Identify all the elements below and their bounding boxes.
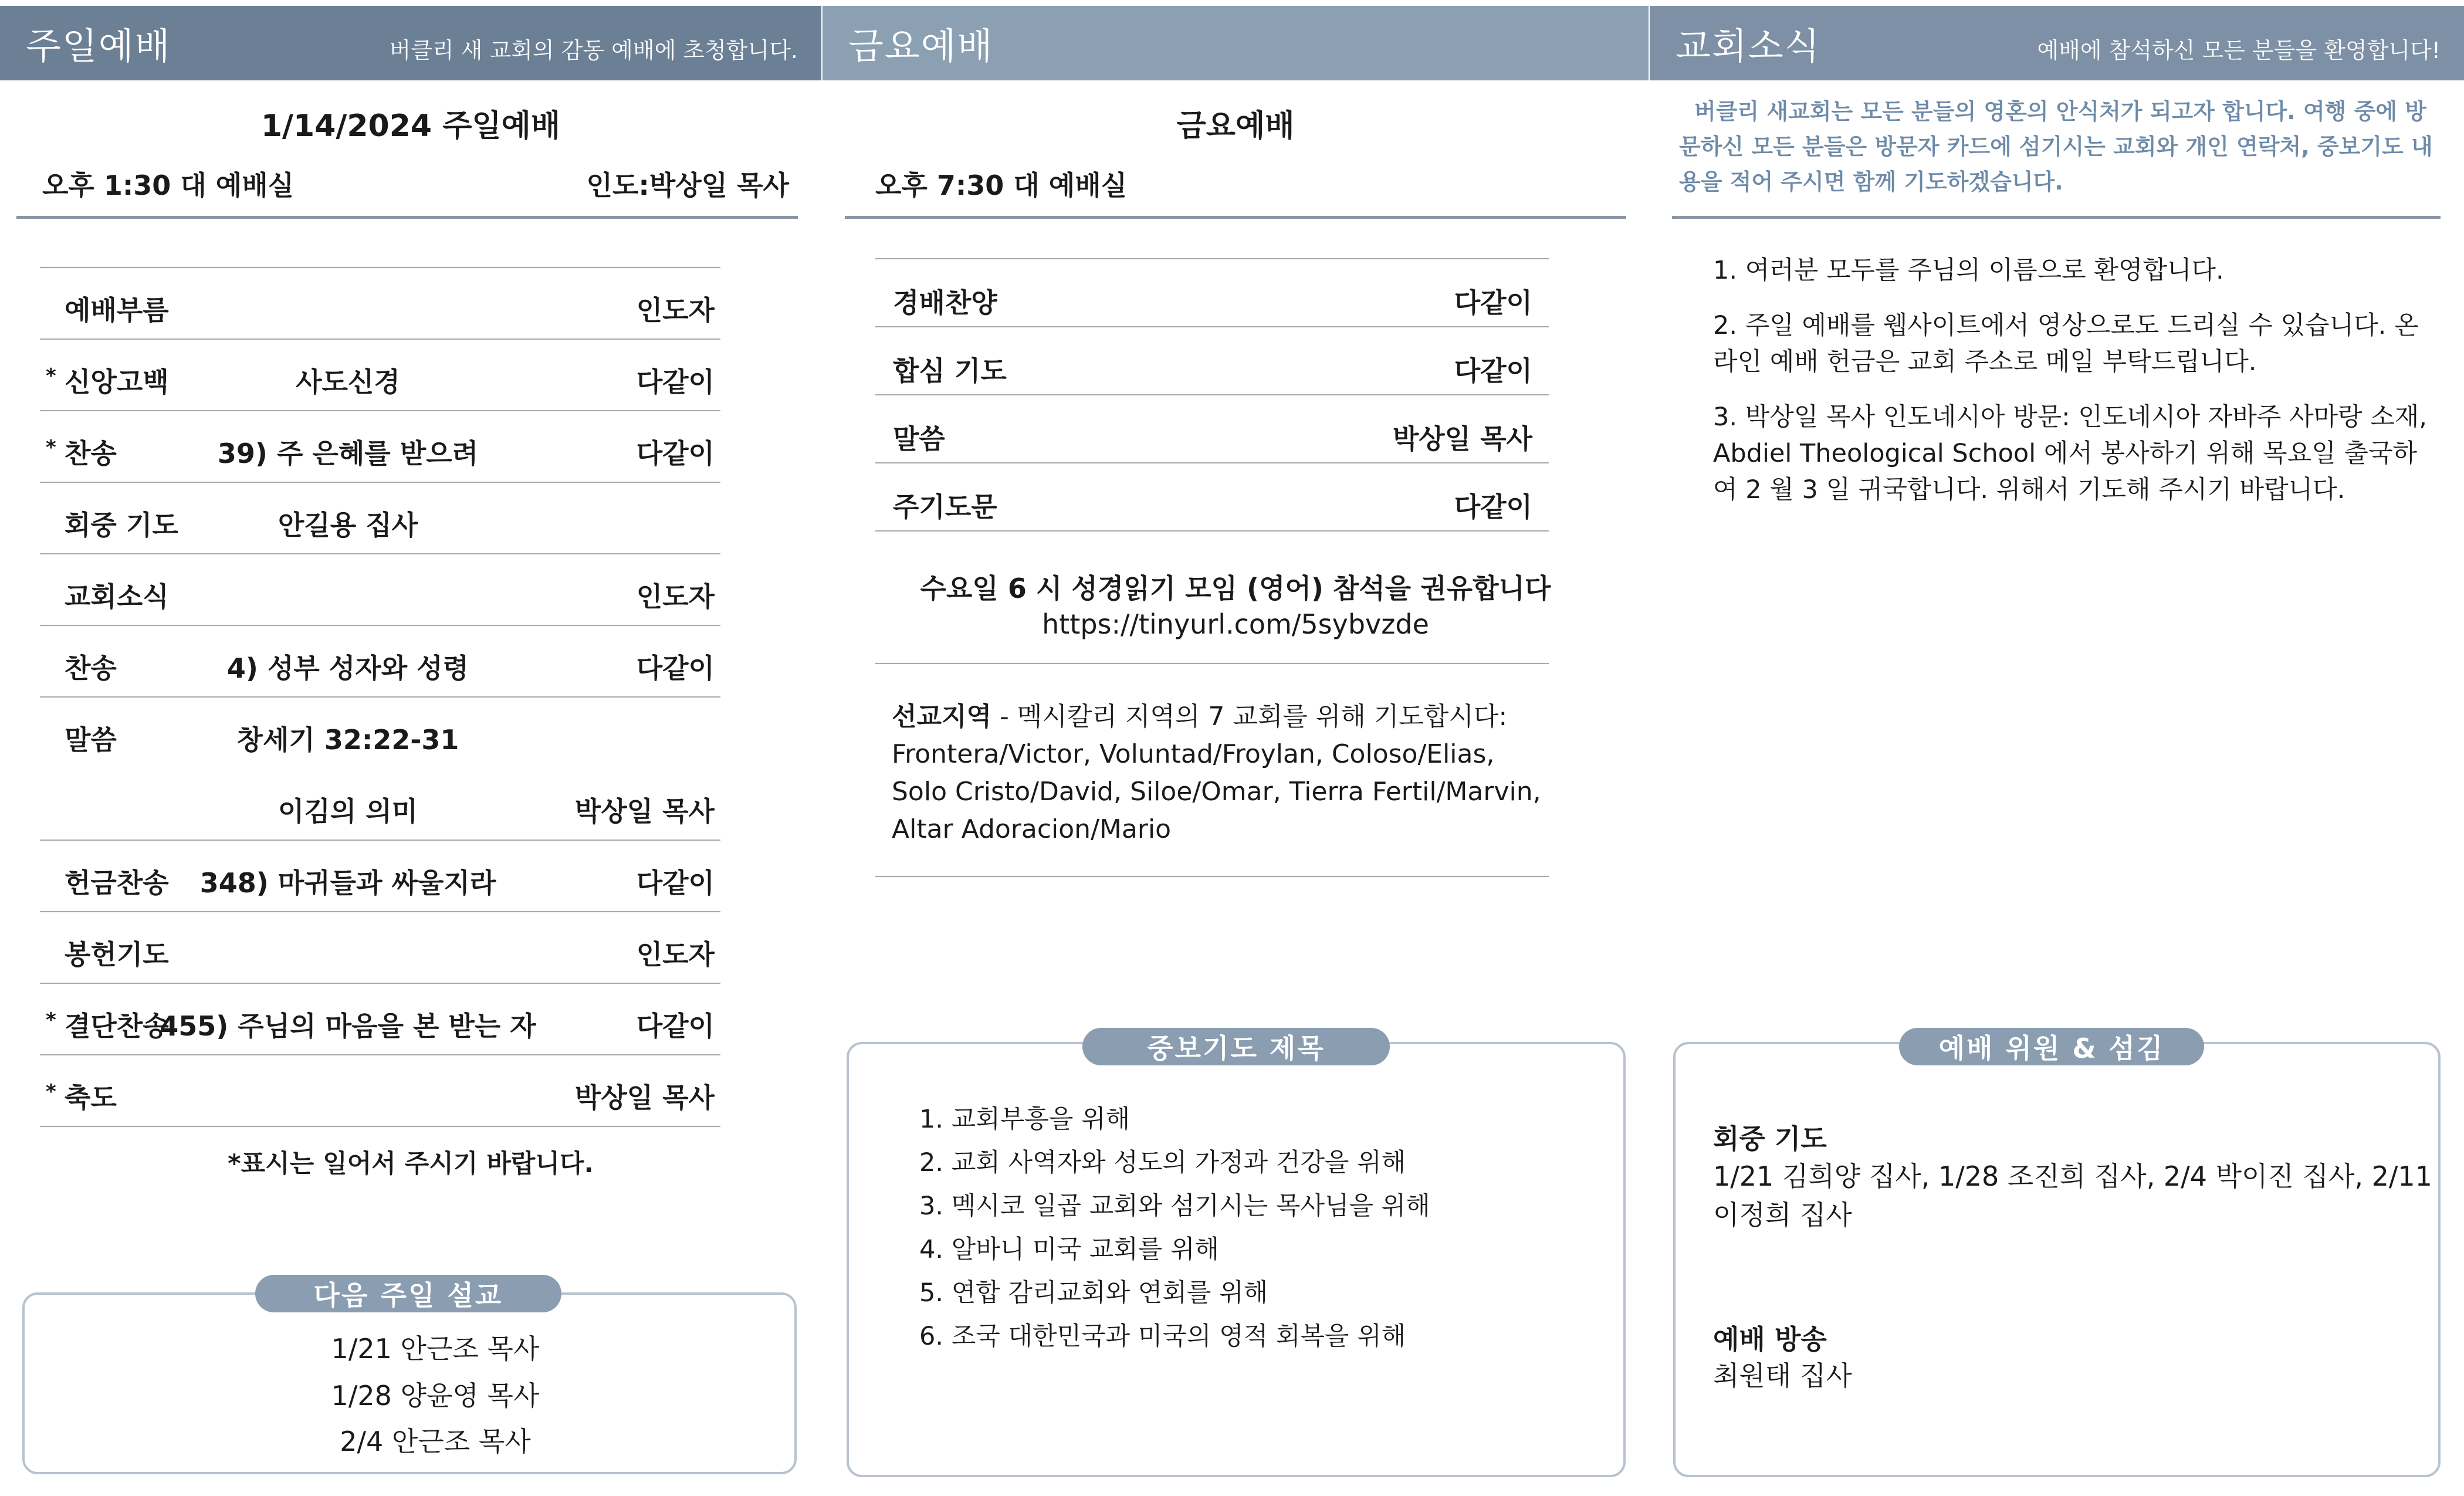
- sunday-header-title: 주일예배: [26, 25, 171, 67]
- announcement-rule: [875, 663, 1549, 664]
- order-label: 교회소식: [65, 581, 169, 612]
- standing-mark: *: [46, 364, 56, 388]
- order-row: [875, 327, 1549, 395]
- news-item: 3. 박상일 목사 인도네시아 방문: 인도네시아 자바주 사마랑 소재, Abdiel Theological School 에서 봉사하기 위해 목요일 출국하여 2 월 3 일 귀국합니다. 위해서 기도해 주시기 바랍니다.: [1713, 402, 2427, 505]
- order-row: [40, 340, 720, 411]
- prayer-item: 5. 연합 감리교회와 연회를 위해: [919, 1278, 1268, 1308]
- prayer-topics-box: [847, 1042, 1626, 1477]
- order-leader: 다같이: [636, 1010, 715, 1042]
- friday-header: [823, 6, 1649, 80]
- order-label: 신앙고백: [65, 366, 169, 398]
- order-row: [40, 411, 720, 483]
- order-row: [40, 626, 720, 698]
- order-row: [40, 698, 720, 769]
- news-header-rule: [1672, 216, 2441, 219]
- order-leader: 다같이: [1454, 287, 1532, 319]
- order-row: [40, 984, 720, 1055]
- broadcast-label: 예배 방송: [1713, 1324, 1827, 1355]
- order-leader: 박상일 목사: [1392, 423, 1532, 455]
- order-label: 경배찬양: [893, 287, 997, 319]
- news-list: [1713, 252, 2441, 527]
- order-label: 주기도문: [893, 491, 997, 523]
- order-leader: 박상일 목사: [574, 796, 715, 827]
- order-leader: 다같이: [636, 867, 715, 899]
- prayer-item: 6. 조국 대한민국과 미국의 영적 회복을 위해: [919, 1322, 1406, 1351]
- congregational-prayer-label: 회중 기도: [1713, 1123, 1827, 1155]
- friday-title: 금요예배: [1176, 109, 1295, 144]
- order-label: 말씀: [65, 724, 117, 756]
- order-label: 결단찬송: [65, 1010, 169, 1042]
- standing-mark: *: [46, 1080, 56, 1104]
- order-label: 회중 기도: [65, 509, 178, 541]
- news-header-subtitle: 예배에 참석하신 모든 분들을 환영합니다!: [2037, 38, 2441, 63]
- order-row: [40, 1055, 720, 1127]
- order-leader: 다같이: [636, 438, 715, 469]
- row-divider: [40, 1126, 720, 1127]
- standing-mark: *: [46, 1008, 56, 1032]
- order-row: [40, 912, 720, 984]
- order-row: [875, 395, 1549, 463]
- next-sermon-item: 2/4 안근조 목사: [340, 1426, 531, 1457]
- order-row: [40, 841, 720, 912]
- friday-header-title: 금요예배: [848, 25, 994, 67]
- order-row: [40, 268, 720, 340]
- standing-note: *표시는 일어서 주시기 바랍니다.: [228, 1149, 594, 1179]
- mission-paragraph: [892, 698, 1543, 848]
- standing-mark: *: [46, 436, 56, 459]
- row-divider: [875, 530, 1549, 532]
- sunday-title: 1/14/2024 주일예배: [260, 109, 561, 144]
- news-intro: 버클리 새교회는 모든 분들의 영혼의 안식처가 되고자 합니다. 여행 중에 방문하신 모든 분들은 방문자 카드에 섬기시는 교회와 개인 연락처, 중보기도 내용을 적어 주시면 함께 기도하겠습니다.: [1679, 99, 2433, 195]
- order-leader: 다같이: [636, 652, 715, 684]
- mission-label: 선교지역: [892, 702, 992, 732]
- next-sermon-box: [22, 1292, 797, 1474]
- order-label: 축도: [65, 1082, 117, 1113]
- order-label: 찬송: [65, 652, 117, 684]
- order-content: 안길용 집사: [277, 509, 418, 541]
- next-sermon-item: 1/21 안근조 목사: [331, 1333, 540, 1365]
- order-content: 창세기 32:22-31: [236, 724, 459, 756]
- news-item: 2. 주일 예배를 웹사이트에서 영상으로도 드리실 수 있습니다. 온라인 예배 헌금은 교회 주소로 메일 부탁드립니다.: [1713, 311, 2419, 377]
- order-content: 39) 주 은혜를 받으려: [217, 438, 479, 469]
- bible-reading-announcement: 수요일 6 시 성경읽기 모임 (영어) 참석을 권유합니다: [920, 573, 1551, 604]
- order-leader: 인도자: [636, 295, 715, 326]
- prayer-item: 2. 교회 사역자와 성도의 가정과 건강을 위해: [919, 1148, 1406, 1177]
- order-leader: 다같이: [636, 366, 715, 398]
- prayer-item: 3. 멕시코 일곱 교회와 섬기시는 목사님을 위해: [919, 1192, 1430, 1221]
- order-row: [40, 769, 720, 841]
- service-staff-box: [1673, 1042, 2441, 1477]
- order-content: 4) 성부 성자와 성령: [226, 652, 469, 684]
- order-row: [875, 463, 1549, 532]
- news-header-title: 교회소식: [1676, 25, 1821, 67]
- next-sermon-item: 1/28 양윤영 목사: [331, 1380, 540, 1412]
- friday-panel: [823, 0, 1649, 1496]
- friday-time-place: 오후 7:30 대 예배실: [875, 170, 1128, 201]
- announcement-link[interactable]: https://tinyurl.com/5sybvzde: [1042, 608, 1429, 640]
- order-label: 찬송: [65, 438, 117, 469]
- order-label: 봉헌기도: [65, 939, 169, 970]
- order-row: [40, 483, 720, 554]
- mission-text: - 멕시칼리 지역의 7 교회를 위해 기도합시다: Frontera/Victor, Voluntad/Froylan, Coloso/Elias, Solo Cristo/David, Siloe/Omar, Tierra Fertil/Marvin, Altar Adoracion/Mario: [892, 702, 1541, 844]
- sunday-header-rule: [16, 216, 798, 219]
- prayer-item: 1. 교회부흥을 위해: [919, 1105, 1131, 1134]
- order-leader: 인도자: [636, 581, 715, 612]
- order-row: [875, 259, 1549, 327]
- order-leader: 다같이: [1454, 355, 1532, 387]
- order-label: 말씀: [893, 423, 945, 455]
- congregational-prayer-schedule: 1/21 김희양 집사, 1/28 조진희 집사, 2/4 박이진 집사, 2/11 이정희 집사: [1713, 1160, 2432, 1231]
- order-content: 348) 마귀들과 싸울지라: [199, 867, 496, 899]
- news-item: 1. 여러분 모두를 주님의 이름으로 환영합니다.: [1713, 256, 2224, 285]
- broadcast-staff: 최원태 집사: [1713, 1360, 1852, 1392]
- next-sermon-title: 다음 주일 설교: [255, 1275, 561, 1312]
- order-leader: 인도자: [636, 939, 715, 970]
- order-label: 헌금찬송: [65, 867, 169, 899]
- order-content: 사도신경: [296, 366, 400, 398]
- order-leader: 다같이: [1454, 491, 1532, 523]
- sunday-header-subtitle: 버클리 새 교회의 감동 예배에 초청합니다.: [389, 38, 798, 63]
- friday-header-rule: [845, 216, 1626, 219]
- order-label: 예배부름: [65, 295, 169, 326]
- sunday-header: [0, 6, 821, 80]
- order-content: 이김의 의미: [277, 796, 418, 827]
- service-staff-title: 예배 위원 & 섬김: [1899, 1028, 2204, 1065]
- order-leader: 박상일 목사: [574, 1082, 715, 1113]
- news-panel: [1650, 0, 2464, 1496]
- prayer-item: 4. 알바니 미국 교회를 위해: [919, 1235, 1220, 1264]
- order-label: 합심 기도: [893, 355, 1007, 387]
- sunday-panel: [0, 0, 821, 1496]
- prayer-topics-title: 중보기도 제목: [1082, 1028, 1390, 1065]
- mission-rule: [875, 876, 1549, 877]
- order-content: 455) 주님의 마음을 본 받는 자: [160, 1010, 536, 1042]
- sunday-leader: 인도:박상일 목사: [586, 170, 789, 201]
- sunday-time-place: 오후 1:30 대 예배실: [42, 170, 295, 201]
- order-row: [40, 554, 720, 626]
- news-header: [1650, 6, 2464, 80]
